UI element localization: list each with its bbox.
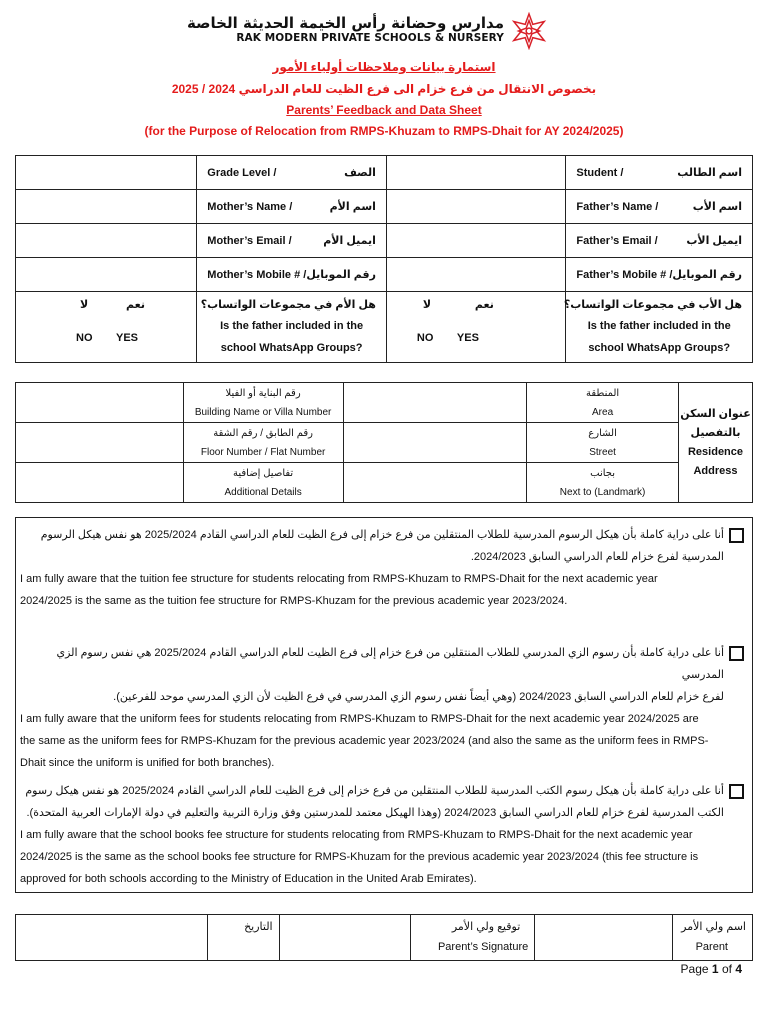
school-name-arabic: مدارس وحضانة رأس الخيمة الحديثة الخاصة [186,14,504,32]
father-email-label: Father’s Email / ايميل الأب [566,224,753,258]
area-label: المنطقة Area [527,383,679,423]
mother-name-input[interactable] [16,190,197,224]
mother-whatsapp-question: هل الأم في مجموعات الواتساب؟ Is the father included in the school WhatsApp Groups? [197,292,387,363]
mother-mobile-input[interactable] [16,258,197,292]
page-indicator: Page 1 of 4 [680,962,742,976]
tuition-checkbox[interactable] [729,528,744,543]
father-no-arabic[interactable]: لا [422,299,432,311]
declaration-tuition: أنا على دراية كاملة بأن هيكل الرسوم المدرسية للطلاب المنتقلين من فرع خزام إلى فرع الظيت للعام الدراسي القادم 2025/2024 هو نفس هيكل الرسوم المدرسية لفرع خزام للعام الدراسي السابق 2024/2023. I am fully aware that the tuition fee structure for students relocating from RMPS-Khuzam to RMPS-Dhait for the next academic year 2024/2025 is the same as the tuition fee structure for RMPS-Khuzam for the previous academic year 2023/2024. [20,524,748,612]
mother-name-label: Mother’s Name / اسم الأم [197,190,387,224]
mother-email-input[interactable] [16,224,197,258]
residence-address-label: عنوان السكن بالتفصيل Residence Address [679,383,753,503]
declaration-uniform: أنا على دراية كاملة بأن رسوم الزي المدرسي للطلاب المنتقلين من فرع خزام إلى فرع الظيت للعام الدراسي القادم 2025/2024 هي نفس رسوم الزي المدرسي لفرع خزام للعام الدراسي السابق 2024/2023 (وهي أيضاً نفس رسوم الزي المدرسي في فرع الظيت لأن الزي المدرسي موحد للفرعين). I am fully aware that the uniform fees for students relocating from RMPS-Khuzam to RMPS-Dhait for the next academic year 2024/2025 are the same as the uniform fees for RMPS-Khuzam for the previous academic year 2023/2024 (and also the same as the uniform fees in RMPS- Dhait since the uniform is unified for both branches). [20,642,748,774]
parent-data-table [15,155,753,363]
mother-whatsapp-options[interactable] [16,292,197,363]
father-name-input[interactable] [386,190,565,224]
grade-level-input[interactable] [16,156,197,190]
parent-name-label: اسم ولي الأمر Parent [673,915,753,961]
father-mobile-input[interactable] [386,258,565,292]
form-title-arabic: استمارة بيانات وملاحظات أولياء الأمور [272,60,496,74]
father-email-input[interactable] [386,224,565,258]
building-label: رقم البناية أو الفيلا Building Name or Villa Number [183,383,343,423]
father-name-label: Father’s Name / اسم الأب [566,190,753,224]
mother-no-option[interactable]: NO [76,332,93,344]
books-checkbox[interactable] [729,784,744,799]
street-label: الشارع Street [527,423,679,463]
date-label: التاريخ [207,915,279,961]
street-input[interactable] [343,423,527,463]
father-mobile-label: Father’s Mobile # / رقم الموبايل [566,258,753,292]
landmark-label: بجانب Next to (Landmark) [527,463,679,503]
mother-no-arabic[interactable]: لا [80,299,89,311]
father-yes-option[interactable]: YES [456,332,479,344]
floor-flat-label: رقم الطابق / رقم الشقة Floor Number / Flat Number [183,423,343,463]
address-table [15,382,753,503]
signature-table [15,914,753,961]
grade-level-label: Grade Level / الصف [197,156,387,190]
mother-yes-arabic[interactable]: نعم [126,299,145,311]
parent-name-input[interactable] [535,915,673,961]
student-name-input[interactable] [386,156,565,190]
date-input[interactable] [16,915,208,961]
school-logo [186,14,548,46]
uniform-checkbox[interactable] [729,646,744,661]
rak-star-logo-icon [510,12,548,50]
additional-details-input[interactable] [16,463,184,503]
father-whatsapp-question: هل الأب في مجموعات الواتساب؟ Is the father included in the school WhatsApp Groups? [566,292,753,363]
father-whatsapp-options[interactable] [386,292,565,363]
building-input[interactable] [16,383,184,423]
form-subtitle-arabic: بخصوص الانتقال من فرع خزام الى فرع الظيت للعام الدراسي 2024 / 2025 [171,82,597,96]
form-title-english: Parents’ Feedback and Data Sheet [286,103,482,117]
additional-details-label: تفاصيل إضافية Additional Details [183,463,343,503]
father-no-option[interactable]: NO [416,332,434,344]
floor-flat-input[interactable] [16,423,184,463]
declarations-box [15,517,753,893]
area-input[interactable] [343,383,527,423]
declaration-books: أنا على دراية كاملة بأن هيكل رسوم الكتب المدرسية للطلاب المنتقلين من فرع خزام إلى فرع الظيت للعام الدراسي القادم 2025/2024 هو نفس هيكل رسوم الكتب المدرسية لفرع خزام للعام الدراسي السابق 2024/2023 (وهذا الهيكل معتمد للمدرستين وفق وزارة التربية والتعليم في دولة الإمارات العربية المتحدة). I am fully aware that the school books fee structure for students relocating from RMPS-Khuzam to RMPS-Dhait for the next academic year 2024/2025 is the same as the school books fee structure for RMPS-Khuzam for the previous academic year 2023/2024 (this fee structure is approved for both schools according to the Ministry of Education in the United Arab Emirates). [20,780,748,890]
mother-email-label: Mother’s Email / ايميل الأم [197,224,387,258]
father-yes-arabic[interactable]: نعم [474,299,494,311]
student-name-label: Student / اسم الطالب [566,156,753,190]
form-subtitle-english: (for the Purpose of Relocation from RMPS-Khuzam to RMPS-Dhait for AY 2024/2025) [144,124,624,138]
mother-yes-option[interactable]: YES [116,332,139,344]
signature-label: توقيع ولي الأمر Parent’s Signature [411,915,535,961]
signature-input[interactable] [279,915,411,961]
mother-mobile-label: Mother’s Mobile # / رقم الموبايل [197,258,387,292]
landmark-input[interactable] [343,463,527,503]
school-name-english: RAK MODERN PRIVATE SCHOOLS & NURSERY [236,32,504,44]
